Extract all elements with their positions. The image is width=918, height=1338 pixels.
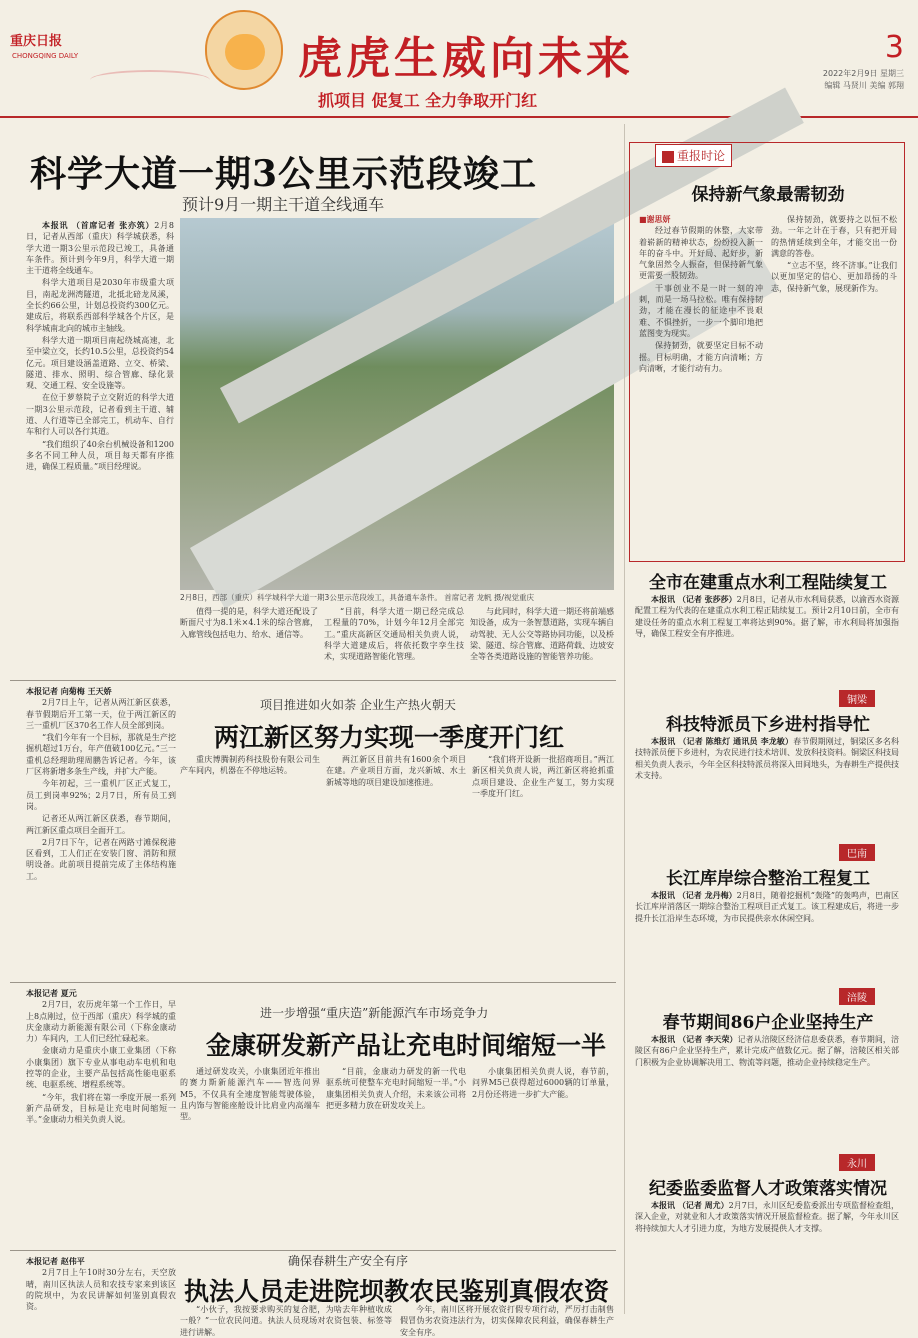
story4-paragraph: 2月7日上午10时30分左右，天空放晴，南川区执法人员和农技专家来到该区的院坝中，为农民讲解如何鉴别真假农资。 — [26, 1268, 176, 1312]
commentary-col2 — [771, 214, 897, 554]
page-theme-title: 虎虎生威向未来 — [298, 33, 634, 84]
story3-paragraph: “目前，金康动力研发的新一代电驱系统可使整车充电时间缩短一半。”小康集团相关负责人介绍，未来该公司将把更多精力放在研发攻关上。 — [326, 1067, 466, 1110]
story2-byline: 本报记者 向菊梅 王天娇 — [26, 686, 112, 696]
commentary-paragraph: 保持韧劲，就要持之以恒不松劲。一年之计在于春，只有把开局的热情延续到全年，才能交出一份满意的答卷。 — [771, 215, 897, 258]
news-body-banan — [635, 890, 899, 980]
story3-paragraph: “今年，我们将在第一季度开展一系列新产品研发，目标是让充电时间缩短一半。”金康动力相关负责人说。 — [26, 1092, 176, 1125]
story2-headline[interactable]: 两江新区努力实现一季度开门红 — [214, 723, 565, 752]
district-tag-banan: 巴南 — [839, 844, 875, 861]
lead-subheadline: 预计9月一期主干道全线通车 — [182, 195, 385, 214]
tiger-illustration-icon — [205, 10, 283, 90]
section-divider — [10, 1250, 616, 1251]
news-byline: 本报讯 （记者 李天荣） — [651, 1034, 738, 1044]
story3-headline[interactable]: 金康研发新产品让充电时间缩短一半 — [206, 1031, 607, 1060]
news-text: 2月7日，永川区纪委监委派出专项监督检查组，深入企业，对就业和人才政策落实情况开展监督检查。据了解，今年永川区将持续加大人才引进力度，为地方发展提供人才支撑。 — [635, 1201, 899, 1233]
news-headline-yongchuan[interactable]: 纪委监委监督人才政策落实情况 — [649, 1179, 887, 1199]
story3-paragraph: 2月7日，农历虎年第一个工作日，早上8点刚过，位于西部（重庆）科学城的重庆金康动力新能源有限公司（下称金康动力）车间内，工人们已经忙碌起来。 — [26, 1000, 176, 1044]
news-byline: 本报讯 （记者 周尤） — [651, 1200, 729, 1210]
commentary-tag — [655, 144, 732, 167]
news-text: 2月8日，记者从市水利局获悉，以渝西水资源配置工程为代表的在建重点水利工程正陆续复工。预计2月10日前，全市有建设任务的重点水利工程复工率将达到90%。据了解，市水利局将加强指导，确保工程安全有序推进。 — [635, 595, 899, 638]
story4-article-col2 — [180, 1304, 392, 1337]
story2-paragraph: 两江新区目前共有1600余个项目在建。产业项目方面，龙兴新城、水土新城等地的项目建设加速推进。 — [326, 755, 466, 787]
story3-paragraph: 金康动力是重庆小康工业集团（下称小康集团）旗下专业从事电动车电机和电控等的企业，主要产品包括高性能电驱系统、电驱系统、增程系统等。 — [26, 1046, 176, 1090]
commentary-tag-label: 重报时论 — [677, 149, 726, 163]
story2-article-col3 — [326, 754, 466, 974]
story4-byline: 本报记者 赵伟平 — [26, 1256, 85, 1266]
section-divider — [10, 680, 616, 681]
news-body-water — [635, 594, 899, 684]
lead-article-col4 — [470, 606, 614, 668]
lead-paragraph: 与此同时，科学大道一期还将前端感知设备，成为一条智慧道路，实现车辆自动驾驶、无人公交等路协同功能，以及桥梁、隧道、综合管廊、道路荷载、边坡安全等各类道路设施的智能管养功能。 — [470, 607, 614, 662]
story4-headline[interactable]: 执法人员走进院坝教农民鉴别真假农资 — [184, 1277, 610, 1306]
lead-paragraph: 科学大道一期项目南起绕城高速，北至中梁立交，长约10.5公里，总投资约54亿元。项目建设涵盖道路、立交、桥梁、隧道、排水、照明、综合管廊、绿化景观、交通工程、安全设施等。 — [26, 335, 174, 391]
story3-article-col2 — [180, 1066, 320, 1244]
decorative-wave — [90, 70, 210, 90]
tiger-face-icon — [225, 34, 265, 70]
lead-article-col2 — [180, 606, 318, 668]
page-theme-subtitle: 抓项目 促复工 全力争取开门红 — [318, 91, 538, 110]
news-byline: 本报讯 （记者 张莎莎） — [651, 594, 737, 604]
newspaper-logo-sub: CHONGQING DAILY — [12, 52, 79, 60]
story4-kicker: 确保春耕生产安全有序 — [288, 1254, 409, 1268]
news-body-yongchuan — [635, 1200, 899, 1310]
story4-paragraph: “小伙子，我按要求购买的复合肥，为啥去年种植收成一般？”一位农民问道。执法人员现场对农资包装、标签等进行讲解。 — [180, 1305, 392, 1337]
story3-article-col1 — [26, 988, 176, 1288]
lead-paragraph: “我们组织了40余台机械设备和1200多名不同工种人员，项目每天都有序推进，确保工程质量。”项目经理说。 — [26, 439, 174, 472]
news-byline: 本报讯 （记者 龙丹梅） — [651, 890, 737, 900]
news-body-tongliang — [635, 736, 899, 836]
lead-photo[interactable] — [180, 218, 614, 590]
news-body-fuling — [635, 1034, 899, 1144]
lead-article-col3 — [324, 606, 464, 668]
news-byline: 本报讯 （记者 陈维灯 通讯员 李龙敏） — [651, 736, 794, 746]
story3-paragraph: 通过研发攻关，小康集团近年推出的赛力斯新能源汽车——智选问界M5，不仅具有全速度智能驾驶体验，且内饰与智能座舱设计比肩业内高端车型。 — [180, 1067, 320, 1122]
story2-kicker: 项目推进如火如荼 企业生产热火朝天 — [260, 698, 456, 712]
commentary-col1 — [639, 214, 763, 554]
lead-headline[interactable]: 科学大道一期3公里示范段竣工 — [30, 153, 538, 195]
story3-article-col4 — [472, 1066, 614, 1244]
page-number: 3 — [884, 30, 904, 65]
commentary-paragraph: 经过春节假期的休整，大家带着崭新的精神状态，纷纷投入新一年的奋斗中。开好局、起好步，新气象固然令人振奋，但保持新气象更需要一股韧劲。 — [639, 226, 763, 281]
story3-paragraph: 小康集团相关负责人说，春节前，问界M5已获得超过6000辆的订单量，2月份还将进一步扩大产能。 — [472, 1067, 614, 1099]
commentary-headline[interactable]: 保持新气象最需韧劲 — [691, 185, 845, 205]
story2-article-col1 — [26, 686, 176, 976]
news-headline-banan[interactable]: 长江库岸综合整治工程复工 — [666, 869, 870, 889]
story2-paragraph: “我们将开设新一批招商项目。”两江新区相关负责人说，两江新区将抢抓重点项目建设、企业生产复工，努力实现一季度开门红。 — [472, 755, 614, 798]
editor-credits: 编辑 马贤川 美编 郭翔 — [824, 81, 904, 90]
commentary-author: ■谢思妍 — [639, 214, 671, 224]
story4-article-col1 — [26, 1256, 176, 1312]
commentary-paragraph: 干事创业不是一时一刻的冲刺，而是一场马拉松。唯有保持韧劲，才能在漫长的征途中不畏艰难、不惧挫折，一步一个脚印地把蓝图变为现实。 — [639, 283, 763, 338]
lead-article-col1 — [26, 220, 174, 560]
story2-article-col4 — [472, 754, 614, 974]
lead-paragraph: 值得一提的是，科学大道还配设了断面尺寸为8.1米×4.1米的综合管廊，入廊管线包括电力、给水、通信等。 — [180, 607, 318, 639]
lead-byline: 本报讯 （首席记者 张亦筑） — [42, 220, 155, 230]
commentary-icon — [662, 151, 674, 163]
lead-paragraph: 2月8日，记者从西部（重庆）科学城获悉，科学大道一期3公里示范段已竣工，具备通车条件。预计到今年9月，科学大道一期主干道将全线通车。 — [26, 221, 174, 276]
issue-date: 2022年2月9日 星期三 — [822, 69, 904, 78]
news-headline-water[interactable]: 全市在建重点水利工程陆续复工 — [649, 573, 887, 593]
story2-paragraph: “我们今年有一个目标，那就是生产挖掘机超过1万台，年产值破100亿元。”三一重机总经理助理周鹏告诉记者。今年，该厂区将新增多条生产线，并扩大产能。 — [26, 733, 176, 777]
section-divider — [10, 982, 616, 983]
main-column — [10, 124, 616, 1337]
story2-paragraph: 2月7日下午，记者在两路寸滩保税港区看到，工人们正在安装门窗、消防和照明设备。此前项目提前完成了主体结构施工。 — [26, 837, 176, 881]
district-tag-yongchuan: 永川 — [839, 1154, 875, 1171]
story3-article-col3 — [326, 1066, 466, 1244]
newspaper-logo: 重庆日报 — [10, 34, 63, 49]
commentary-paragraph: 保持韧劲，就要坚定目标不动摇。目标明确，才能方向清晰；方向清晰，才能行动有力。 — [639, 341, 763, 373]
news-text: 2月8日，随着挖掘机“轰隆”的轰鸣声，巴南区长江库岸消落区一期综合整治工程项目正式复工。该工程建成后，将进一步提升长江沿岸生态环境，为市民提供亲水休闲空间。 — [635, 891, 899, 923]
lead-paragraph: “目前，科学大道一期已经完成总工程量的70%，计划今年12月全部完工。”重庆高新区交通局相关负责人说，科学大道建成后，将依托数字孪生技术，实现道路智能化管理。 — [324, 607, 464, 662]
story2-paragraph: 今年初起，三一重机厂区正式复工，员工到岗率92%；2月7日，所有员工到岗。 — [26, 779, 176, 811]
news-headline-fuling[interactable]: 春节期间86户企业坚持生产 — [662, 1013, 874, 1033]
news-text: 春节假期刚过，铜梁区多名科技特派员便下乡进村，为农民进行技术培训、发放科技资料。铜梁区科技局相关负责人表示，今年全区科技特派员将深入田间地头，为春耕生产提供技术支持。 — [635, 737, 900, 780]
commentary-paragraph: “立志不坚，终不济事。”让我们以更加坚定的信心、更加昂扬的斗志，保持新气象，展现新作为。 — [771, 261, 897, 293]
news-headline-tongliang[interactable]: 科技特派员下乡进村指导忙 — [666, 715, 870, 735]
story2-paragraph: 2月7日上午，记者从两江新区获悉，春节假期后开工第一天，位于两江新区的三一重机厂区370名工作人员全部到岗。 — [26, 698, 176, 730]
lead-photo-caption: 2月8日，西部（重庆）科学城科学大道一期3公里示范段竣工，具备通车条件。 首席记者 龙帆 摄/视觉重庆 — [180, 593, 534, 602]
story2-paragraph: 记者还从两江新区获悉，春节期间，两江新区重点项目全面开工。 — [26, 814, 176, 835]
district-tag-fuling: 涪陵 — [839, 988, 875, 1005]
news-text: 记者从涪陵区经济信息委获悉，春节期间，涪陵区有86户企业坚持生产，累计完成产值数亿元。据了解，涪陵区相关部门积极为企业协调解决用工、物流等问题，推动企业持续稳定生产。 — [635, 1035, 899, 1067]
sidebar — [624, 124, 908, 1314]
story4-paragraph: 今年，南川区将开展农资打假专项行动，严厉打击制售假冒伪劣农资违法行为，切实保障农民利益，确保春耕生产安全有序。 — [400, 1305, 614, 1337]
story2-article-col2 — [180, 754, 320, 974]
lead-paragraph: 在位于萝蔡院子立交附近的科学大道一期3公里示范段，记者看到主干道、辅道、人行道等已全部完工，机动车、自行车和行人可以各行其道。 — [26, 393, 174, 437]
story3-byline: 本报记者 夏元 — [26, 988, 77, 998]
story4-article-col3 — [400, 1304, 614, 1337]
story2-paragraph: 重庆博腾制药科技股份有限公司生产车间内，机器在不停地运转。 — [180, 755, 320, 776]
story3-kicker: 进一步增强“重庆造”新能源汽车市场竞争力 — [260, 1006, 489, 1020]
lead-paragraph: 科学大道项目是2030年市级重大项目，南起龙洲湾隧道，北抵北碚龙凤溪，全长约66公里，计划总投资约300亿元。建成后，将联系西部科学城各个片区，是科学城南北向的城市主轴线。 — [26, 278, 174, 333]
district-tag-tongliang: 铜梁 — [839, 690, 875, 707]
